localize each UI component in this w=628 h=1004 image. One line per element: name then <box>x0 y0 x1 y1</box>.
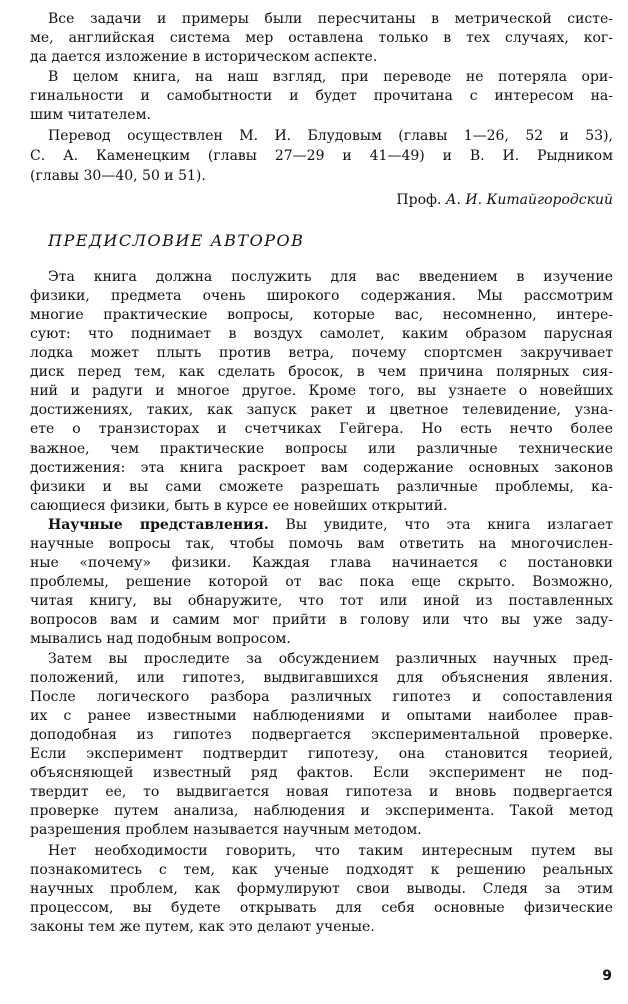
text-line: В целом книга, на наш взгляд, при переводе не потеряла ори- <box>48 69 613 85</box>
text-line: Перевод осуществлен М. И. Блудовым (главы 1—26, 52 и 53), <box>48 128 613 144</box>
text-line: доподобная из гипотез подвергается экспериментальной проверке. <box>30 727 613 743</box>
text-line: физики, предмета очень широкого содержания. Мы рассмотрим <box>30 288 613 304</box>
text-line: Нет необходимости говорить, что таким интересным путем вы <box>48 843 613 859</box>
text-line: их с ранее известными наблюдениями и опытами наиболее прав- <box>30 708 613 724</box>
text-line: вопросов вам и самим мог прийти в голову или что вы уже заду- <box>30 612 613 628</box>
text-line: физики и вы сами сможете разрешать различные проблемы, ка- <box>30 479 613 495</box>
text-line: разрешения проблем называется научным методом. <box>30 822 422 838</box>
page-number: 9 <box>602 968 612 984</box>
text-line: ний и радуги и многое другое. Кроме того, вы узнаете о новейших <box>30 383 613 399</box>
text-line: (главы 30—40, 50 и 51). <box>30 168 206 184</box>
text-line: законы тем же путем, как это делают ученые. <box>30 919 375 935</box>
text-line: лодка может плыть против ветра, почему спортсмен закручивает <box>30 345 613 361</box>
text-line: научные вопросы так, чтобы помочь вам ответить на многочислен- <box>30 536 613 552</box>
text-line: мывались над подобным вопросом. <box>30 631 291 647</box>
text-line: многие практические вопросы, которые вас, несомненно, интере- <box>30 307 613 323</box>
text-line: научных проблем, как формулируют свои выводы. Следя за этим <box>30 881 613 897</box>
text-line: шим читателем. <box>30 107 151 123</box>
text-line <box>48 516 613 535</box>
text-line: Эта книга должна послужить для вас введением в изучение <box>48 269 613 285</box>
text-line: суют: что поднимает в воздух самолет, каким образом парусная <box>30 326 613 342</box>
text-line: познакомитесь с тем, как ученые подходят к решению реальных <box>30 862 613 878</box>
text-line: Затем вы проследите за обсуждением различных научных пред- <box>48 651 613 667</box>
text-line: достижениях, таких, как запуск ракет и цветное телевидение, узна- <box>30 402 613 418</box>
text-line: Если эксперимент подтвердит гипотезу, она становится теорией, <box>30 746 613 762</box>
text-line: проблемы, решение которой от вас пока еще скрыто. Возможно, <box>30 574 613 590</box>
text-line: Все задачи и примеры были пересчитаны в метрической систе- <box>48 11 613 27</box>
text-line: процессом, вы будете открывать для себя основные физические <box>30 900 613 916</box>
text-line: проверке путем анализа, наблюдения и эксперимента. Такой метод <box>30 803 613 819</box>
text-line: гинальности и самобытности и будет прочитана с интересом на- <box>30 88 613 104</box>
text-line: С. А. Каменецким (главы 27—29 и 41—49) и В. И. Рыдником <box>30 148 613 164</box>
text-run: Вы увидите, что эта книга излагает <box>268 517 613 533</box>
text-line: да дается изложение в историческом аспекте. <box>30 49 378 65</box>
text-line: ме, английская система мер оставлена только в тех случаях, ког- <box>30 30 613 46</box>
text-line: достижения: эта книга раскроет вам содержание основных законов <box>30 460 613 476</box>
text-line: После логического разбора различных гипотез и сопоставления <box>30 689 613 705</box>
text-line: ные «почему» физики. Каждая глава начинается с постановки <box>30 555 613 571</box>
section-heading: ПРЕДИСЛОВИЕ АВТОРОВ <box>48 231 305 250</box>
text-line: положений, или гипотез, выдвигавшихся для объяснения явления. <box>30 670 613 686</box>
text-line: важное, чем практические вопросы или различные технические <box>30 441 613 457</box>
signature <box>30 191 613 210</box>
text-line: ете о транзисторах и счетчиках Гейгера. Но есть нечто более <box>30 421 613 437</box>
text-line: читая книгу, вы обнаружите, что тот или иной из поставленных <box>30 593 613 609</box>
text-line: сающиеся физики, быть в курсе ее новейших открытий. <box>30 498 448 514</box>
signature-name: А. И. Китайгородский <box>445 192 613 208</box>
text-line: диск перед тем, как сделать бросок, в чем причина полярных сия- <box>30 364 613 380</box>
text-line: объясняющей известный ряд фактов. Если эксперимент не под- <box>30 765 613 781</box>
text-line: твердит ее, то выдвигается новая гипотеза и вновь подвергается <box>30 784 613 800</box>
signature-prefix: Проф. <box>396 192 446 208</box>
run-in-heading: Научные представления. <box>48 517 269 533</box>
